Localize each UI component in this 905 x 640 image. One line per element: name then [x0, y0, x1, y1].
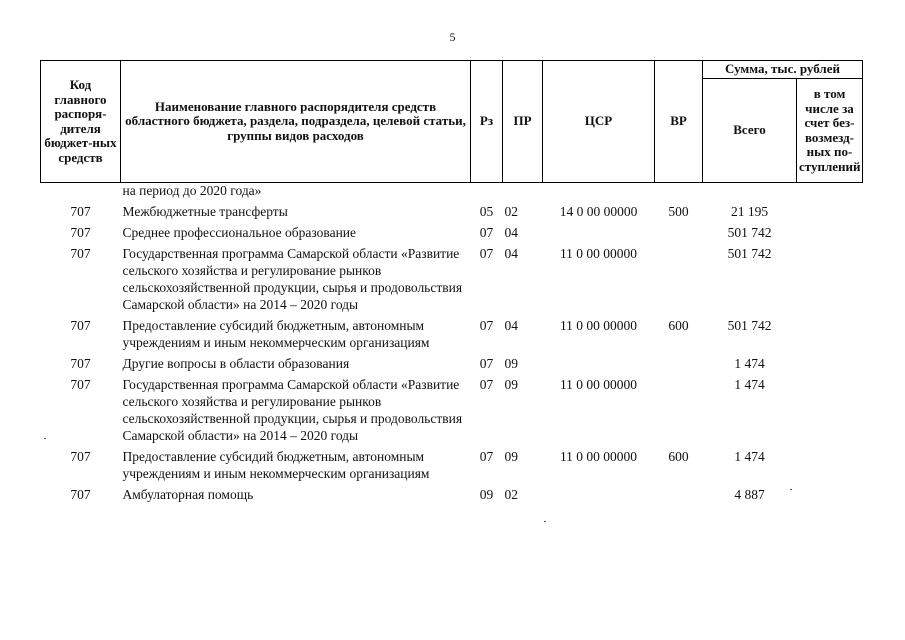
cell-incl — [797, 243, 863, 315]
cell-rz: 07 — [479, 246, 494, 261]
cell-vr — [655, 374, 703, 446]
cell-pr: 09 — [504, 356, 518, 371]
cell-pr: 04 — [504, 225, 518, 240]
cell-rz: 07 — [479, 377, 494, 392]
cell-incl — [797, 222, 863, 243]
budget-table — [40, 60, 863, 505]
cell-total: 1 474 — [734, 356, 765, 371]
cell-total: 1 474 — [734, 449, 765, 464]
cell-code: 707 — [70, 449, 91, 464]
cell-csr — [543, 222, 655, 243]
cell-total: 21 195 — [730, 204, 769, 219]
cell-incl — [797, 315, 863, 353]
cell-total: 4 887 — [734, 487, 765, 502]
table-row — [41, 201, 863, 222]
cell-rz: 05 — [479, 204, 494, 219]
header-rz: Рз — [471, 61, 503, 183]
header-code: Код главного распоря-дителя бюджет-ных средств — [41, 61, 121, 183]
cell-rz: 09 — [479, 487, 494, 502]
cell-total: 501 742 — [727, 318, 772, 333]
cell-code: 707 — [70, 318, 91, 333]
cell-total: 501 742 — [727, 225, 772, 240]
header-sum-group: Сумма, тыс. рублей — [703, 61, 863, 79]
table-body — [41, 183, 863, 506]
cell-incl — [797, 446, 863, 484]
cell-csr: 11 0 00 00000 — [559, 449, 638, 464]
scan-speck — [790, 489, 792, 490]
cell-csr — [543, 484, 655, 505]
cell-pr: 09 — [504, 449, 518, 464]
cell-csr: 14 0 00 00000 — [559, 204, 638, 219]
cell-code: 707 — [70, 487, 91, 502]
continuation-text: на период до 2020 года» — [122, 183, 262, 198]
cell-vr — [655, 353, 703, 374]
header-incl: в том числе за счет без-возмезд-ных по-ступлений — [797, 79, 863, 183]
cell-code: 707 — [70, 356, 91, 371]
cell-pr: 02 — [504, 204, 518, 219]
cell-vr: 600 — [668, 449, 689, 464]
table-row — [41, 222, 863, 243]
cell-name: Предоставление субсидий бюджетным, автономным учреждениям и иным некоммерческим организациям — [122, 318, 430, 350]
cell-code: 707 — [70, 204, 91, 219]
table-row — [41, 315, 863, 353]
header-pr: ПР — [503, 61, 543, 183]
continuation-row — [41, 183, 863, 202]
cell-pr: 09 — [504, 377, 518, 392]
cell-rz: 07 — [479, 356, 494, 371]
header-name: Наименование главного распорядителя средств областного бюджета, раздела, подраздела, целевой статьи, группы видов расходов — [121, 61, 471, 183]
cell-csr: 11 0 00 00000 — [559, 377, 638, 392]
cell-csr: 11 0 00 00000 — [559, 246, 638, 261]
cell-csr: 11 0 00 00000 — [559, 318, 638, 333]
cell-rz: 07 — [479, 318, 494, 333]
scan-speck — [544, 521, 546, 522]
cell-name: Предоставление субсидий бюджетным, автономным учреждениям и иным некоммерческим организациям — [122, 449, 430, 481]
cell-csr — [543, 353, 655, 374]
cell-name: Другие вопросы в области образования — [122, 356, 350, 371]
cell-pr: 02 — [504, 487, 518, 502]
header-vr: ВР — [655, 61, 703, 183]
cell-total: 1 474 — [734, 377, 765, 392]
cell-name: Амбулаторная помощь — [122, 487, 254, 502]
cell-name: Межбюджетные трансферты — [122, 204, 288, 219]
cell-pr: 04 — [504, 246, 518, 261]
cell-incl — [797, 201, 863, 222]
cell-vr — [655, 222, 703, 243]
cell-name: Среднее профессиональное образование — [122, 225, 357, 240]
table-row — [41, 374, 863, 446]
cell-vr: 600 — [668, 318, 689, 333]
cell-rz: 07 — [479, 225, 494, 240]
header-csr: ЦСР — [543, 61, 655, 183]
cell-vr — [655, 484, 703, 505]
header-total: Всего — [703, 79, 797, 183]
cell-rz: 07 — [479, 449, 494, 464]
cell-incl — [797, 374, 863, 446]
cell-code: 707 — [70, 246, 91, 261]
cell-code: 707 — [70, 377, 91, 392]
cell-total: 501 742 — [727, 246, 772, 261]
cell-vr — [655, 243, 703, 315]
cell-code: 707 — [70, 225, 91, 240]
table-row — [41, 353, 863, 374]
page-number: 5 — [449, 30, 456, 44]
scan-speck — [44, 438, 46, 439]
cell-name: Государственная программа Самарской области «Развитие сельского хозяйства и регулирование рынков сельскохозяйственной продукции, сырья и продовольствия Самарской области» на 2014 – 2020 годы — [122, 377, 463, 443]
cell-pr: 04 — [504, 318, 518, 333]
table-row — [41, 243, 863, 315]
table-row — [41, 446, 863, 484]
cell-name: Государственная программа Самарской области «Развитие сельского хозяйства и регулирование рынков сельскохозяйственной продукции, сырья и продовольствия Самарской области» на 2014 – 2020 годы — [122, 246, 463, 312]
cell-vr: 500 — [668, 204, 689, 219]
table-row — [41, 484, 863, 505]
cell-incl — [797, 353, 863, 374]
table-header — [41, 61, 863, 183]
cell-incl — [797, 484, 863, 505]
